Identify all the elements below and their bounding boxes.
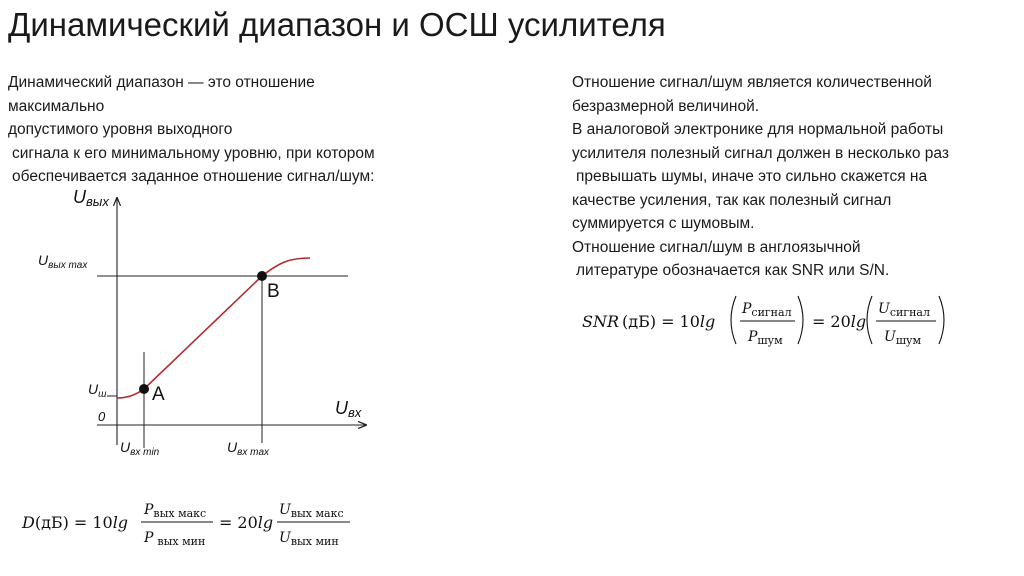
point-a: [139, 384, 149, 394]
transfer-curve: [117, 258, 310, 398]
x-axis-label: Uвх: [335, 398, 362, 420]
svg-text:D(дБ)=10lg: D(дБ) = 10lg: [22, 513, 129, 532]
text-line: безразмерной величиной.: [572, 97, 760, 115]
u-noise-label: Uш: [88, 381, 107, 400]
text-line: превышать шумы, иначе это сильно скажется на: [576, 168, 928, 185]
text-line: усилителя полезный сигнал должен в несколько раз: [572, 144, 949, 162]
u-in-max-label: Uвх max: [227, 439, 270, 458]
svg-text:Pсигнал: $P_{сигнал}$: [742, 301, 792, 319]
svg-text:Pвых мин: P $_{вых мин}$: [144, 530, 206, 548]
text-line: сигнала к его минимальному уровню, при котором: [12, 144, 375, 162]
right-paren: [798, 296, 803, 344]
svg-text:=20lg: = 20lg: [812, 312, 867, 331]
svg-text:Uвых мин: $U_{вых мин}$: [279, 530, 339, 548]
left-paren: [867, 296, 872, 344]
right-paren: [939, 296, 944, 344]
point-a-label: A: [152, 384, 165, 405]
svg-text:Uшум: $U_{шум}$: [884, 329, 922, 347]
u-in-min-label: Uвх min: [120, 439, 160, 458]
text-line: суммируется с шумовым.: [572, 215, 755, 232]
snr-formula: [582, 296, 944, 347]
dynamic-range-formula: [21, 502, 350, 548]
text-line: литературе обозначается как SNR или S/N.: [576, 262, 890, 279]
text-line: максимально: [8, 97, 105, 115]
svg-text:=20lg: = 20lg: [219, 513, 274, 532]
transfer-characteristic-diagram: [38, 187, 366, 458]
origin-label: 0: [98, 409, 106, 424]
left-paren: [731, 296, 736, 344]
text-line: Отношение сигнал/шум в англоязычной: [572, 238, 861, 256]
y-axis-label: Uвых: [73, 187, 109, 209]
svg-text:Uвых макс: $U_{вых макс}$: [279, 502, 344, 520]
text-line: обеспечивается заданное отношение сигнал/шум:: [12, 168, 375, 185]
text-line: допустимого уровня выходного: [8, 121, 233, 138]
svg-text:Uсигнал: $U_{сигнал}$: [878, 301, 930, 319]
text-line: Динамический диапазон — это отношение: [8, 74, 315, 91]
point-b-label: B: [267, 281, 280, 302]
svg-text:Pвых макс: $P_{вых макс}$: [144, 502, 207, 520]
text-line: качестве усиления, так как полезный сигнал: [572, 191, 892, 209]
text-line: Отношение сигнал/шум является количественной: [572, 74, 932, 91]
text-line: В аналоговой электронике для нормальной работы: [572, 121, 944, 138]
point-b: [257, 271, 267, 281]
u-out-max-label: Uвых max: [38, 252, 88, 271]
svg-text:SNR(дБ)=10lg: SNR (дБ) = 10lg: [582, 312, 716, 331]
slide-title: Динамический диапазон и ОСШ усилителя: [8, 6, 666, 43]
svg-text:Pшум: $P_{шум}$: [748, 329, 783, 347]
